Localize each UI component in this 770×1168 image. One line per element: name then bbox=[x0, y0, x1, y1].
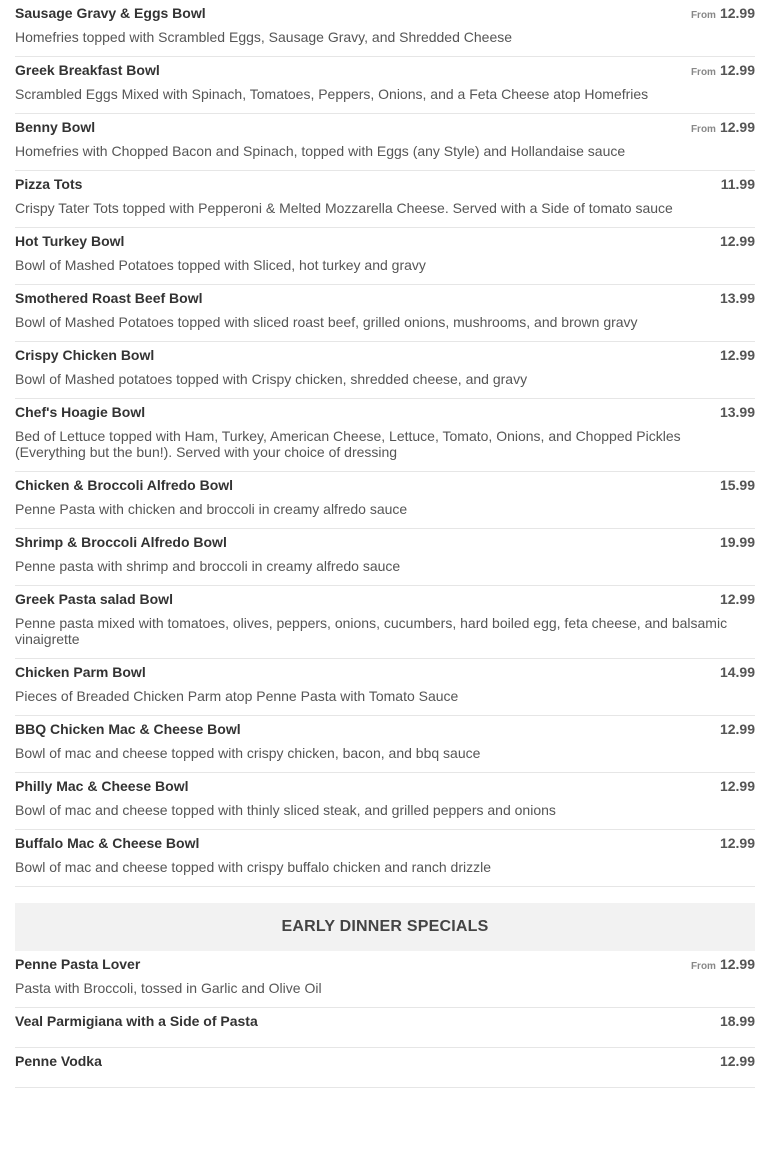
menu-item-name: Shrimp & Broccoli Alfredo Bowl bbox=[15, 534, 227, 550]
menu-item-name: Chicken Parm Bowl bbox=[15, 664, 146, 680]
menu-item-price: 12.99 bbox=[719, 835, 755, 851]
menu-item-name: Crispy Chicken Bowl bbox=[15, 347, 155, 363]
menu-item-name: Greek Pasta salad Bowl bbox=[15, 591, 173, 607]
menu-item-header bbox=[15, 1014, 755, 1029]
menu-item[interactable] bbox=[15, 285, 755, 342]
menu-item-price: 12.99 bbox=[719, 347, 755, 363]
menu-item[interactable] bbox=[15, 1008, 755, 1048]
menu-item[interactable] bbox=[15, 342, 755, 399]
menu-item-name: Veal Parmigiana with a Side of Pasta bbox=[15, 1013, 258, 1029]
price-from-label: From bbox=[690, 67, 716, 78]
price-from-label: From bbox=[690, 124, 716, 135]
menu-item-name: Philly Mac & Cheese Bowl bbox=[15, 778, 189, 794]
menu-item[interactable] bbox=[15, 659, 755, 716]
menu-item-name: Smothered Roast Beef Bowl bbox=[15, 290, 203, 306]
menu-item-price-group bbox=[721, 177, 755, 192]
menu-item-price: 12.99 bbox=[719, 1053, 755, 1069]
menu-item-price: 12.99 bbox=[719, 233, 755, 249]
menu-item-price: 15.99 bbox=[719, 477, 755, 493]
menu-item-price: 19.99 bbox=[719, 534, 755, 550]
menu-item-description: Homefries topped with Scrambled Eggs, Sausage Gravy, and Shredded Cheese bbox=[15, 29, 513, 45]
menu-item-header bbox=[15, 120, 755, 135]
menu-item-name: Buffalo Mac & Cheese Bowl bbox=[15, 835, 200, 851]
menu-item-price: 12.99 bbox=[719, 591, 755, 607]
menu-item-description: Penne pasta with shrimp and broccoli in creamy alfredo sauce bbox=[15, 558, 401, 574]
menu-item[interactable] bbox=[15, 586, 755, 659]
menu-item-price-group bbox=[720, 348, 755, 363]
menu-item-header bbox=[15, 1054, 755, 1069]
menu-item-name: Penne Pasta Lover bbox=[15, 956, 141, 972]
menu-item-price-group bbox=[720, 1014, 755, 1029]
menu-item[interactable] bbox=[15, 773, 755, 830]
menu-item-header bbox=[15, 63, 755, 78]
menu-item-name: BBQ Chicken Mac & Cheese Bowl bbox=[15, 721, 241, 737]
menu-item-name: Chef's Hoagie Bowl bbox=[15, 404, 146, 420]
menu-item-description: Scrambled Eggs Mixed with Spinach, Tomatoes, Peppers, Onions, and a Feta Cheese atop Homefries bbox=[15, 86, 649, 102]
menu-item[interactable] bbox=[15, 114, 755, 171]
menu-item-description: Penne pasta mixed with tomatoes, olives, peppers, onions, cucumbers, hard boiled egg, feta cheese, and balsamic vinaigrette bbox=[15, 615, 728, 647]
menu-item-price: 13.99 bbox=[719, 290, 755, 306]
menu-item-price-group bbox=[720, 779, 755, 794]
price-from-label: From bbox=[690, 961, 716, 972]
menu-item-description: Bowl of Mashed Potatoes topped with sliced roast beef, grilled onions, mushrooms, and brown gravy bbox=[15, 314, 638, 330]
bowls-section bbox=[15, 0, 755, 887]
menu-item-header bbox=[15, 836, 755, 851]
menu-item[interactable] bbox=[15, 529, 755, 586]
menu-item-description: Bowl of mac and cheese topped with thinly sliced steak, and grilled peppers and onions bbox=[15, 802, 556, 818]
menu-item-header bbox=[15, 234, 755, 249]
menu-item-header bbox=[15, 665, 755, 680]
menu-item-header bbox=[15, 177, 755, 192]
menu-item-header bbox=[15, 6, 755, 21]
menu-item-price-group bbox=[720, 535, 755, 550]
menu-item-price: 13.99 bbox=[719, 404, 755, 420]
menu-item-description: Penne Pasta with chicken and broccoli in creamy alfredo sauce bbox=[15, 501, 408, 517]
menu-item-description: Homefries with Chopped Bacon and Spinach, topped with Eggs (any Style) and Hollandaise sauce bbox=[15, 143, 626, 159]
menu-item-price-group bbox=[691, 957, 755, 974]
menu-item-description: Bowl of mac and cheese topped with crispy chicken, bacon, and bbq sauce bbox=[15, 745, 481, 761]
menu-item-price-group bbox=[720, 665, 755, 680]
menu-item-price-group bbox=[720, 478, 755, 493]
menu-item-name: Greek Breakfast Bowl bbox=[15, 62, 160, 78]
menu-item-price: 11.99 bbox=[720, 176, 755, 192]
early-dinner-section bbox=[15, 951, 755, 1088]
menu-item-header bbox=[15, 957, 755, 972]
menu-item-name: Hot Turkey Bowl bbox=[15, 233, 125, 249]
menu-item-price: 12.99 bbox=[719, 721, 755, 737]
menu-item-header bbox=[15, 405, 755, 420]
menu-item-name: Benny Bowl bbox=[15, 119, 96, 135]
menu-item-price: 12.99 bbox=[719, 778, 755, 794]
price-from-label: From bbox=[690, 10, 716, 21]
menu-item[interactable] bbox=[15, 57, 755, 114]
menu-item-price-group bbox=[720, 836, 755, 851]
menu-item-header bbox=[15, 779, 755, 794]
menu-item-description: Bowl of Mashed Potatoes topped with Sliced, hot turkey and gravy bbox=[15, 257, 426, 273]
menu-item-price-group bbox=[720, 592, 755, 607]
menu-item[interactable] bbox=[15, 0, 755, 57]
menu-item-name: Sausage Gravy & Eggs Bowl bbox=[15, 5, 206, 21]
menu-item-name: Penne Vodka bbox=[15, 1053, 102, 1069]
menu-item[interactable] bbox=[15, 951, 755, 1008]
menu-item-description: Crispy Tater Tots topped with Pepperoni & Melted Mozzarella Cheese. Served with a Side of tomato sauce bbox=[15, 200, 673, 216]
menu-item-description: Pieces of Breaded Chicken Parm atop Penne Pasta with Tomato Sauce bbox=[15, 688, 459, 704]
menu-item-description: Pasta with Broccoli, tossed in Garlic and Olive Oil bbox=[15, 980, 322, 996]
menu-item-price-group bbox=[691, 6, 755, 23]
menu-item-header bbox=[15, 592, 755, 607]
menu-item-price: 12.99 bbox=[719, 956, 755, 972]
menu-item-description: Bed of Lettuce topped with Ham, Turkey, American Cheese, Lettuce, Tomato, Onions, and Chopped Pickles (Everything but the bun!). Served with your choice of dressing bbox=[15, 428, 681, 460]
section-header: EARLY DINNER SPECIALS bbox=[15, 903, 755, 951]
menu-item-name: Chicken & Broccoli Alfredo Bowl bbox=[15, 477, 234, 493]
menu-item[interactable] bbox=[15, 830, 755, 887]
menu-item-header bbox=[15, 348, 755, 363]
menu-list bbox=[15, 0, 755, 1088]
menu-item-price-group bbox=[720, 234, 755, 249]
menu-item-header bbox=[15, 722, 755, 737]
menu-item-price: 12.99 bbox=[719, 119, 755, 135]
menu-item-price-group bbox=[720, 722, 755, 737]
menu-item-price-group bbox=[720, 1054, 755, 1069]
menu-item-header bbox=[15, 535, 755, 550]
menu-item[interactable] bbox=[15, 716, 755, 773]
menu-item[interactable] bbox=[15, 171, 755, 228]
menu-item-header bbox=[15, 478, 755, 493]
menu-item-price: 12.99 bbox=[719, 62, 755, 78]
menu-item-name: Pizza Tots bbox=[15, 176, 83, 192]
menu-item[interactable] bbox=[15, 472, 755, 529]
menu-item-price: 14.99 bbox=[719, 664, 755, 680]
menu-item-price: 18.99 bbox=[719, 1013, 755, 1029]
menu-item[interactable] bbox=[15, 399, 755, 472]
menu-item-price-group bbox=[691, 120, 755, 137]
menu-item[interactable] bbox=[15, 1048, 755, 1088]
menu-item-description: Bowl of mac and cheese topped with crispy buffalo chicken and ranch drizzle bbox=[15, 859, 492, 875]
menu-item-header bbox=[15, 291, 755, 306]
menu-item-description: Bowl of Mashed potatoes topped with Crispy chicken, shredded cheese, and gravy bbox=[15, 371, 528, 387]
menu-item-price-group bbox=[691, 63, 755, 80]
menu-item[interactable] bbox=[15, 228, 755, 285]
menu-item-price: 12.99 bbox=[719, 5, 755, 21]
menu-item-price-group bbox=[720, 405, 755, 420]
menu-item-price-group bbox=[720, 291, 755, 306]
